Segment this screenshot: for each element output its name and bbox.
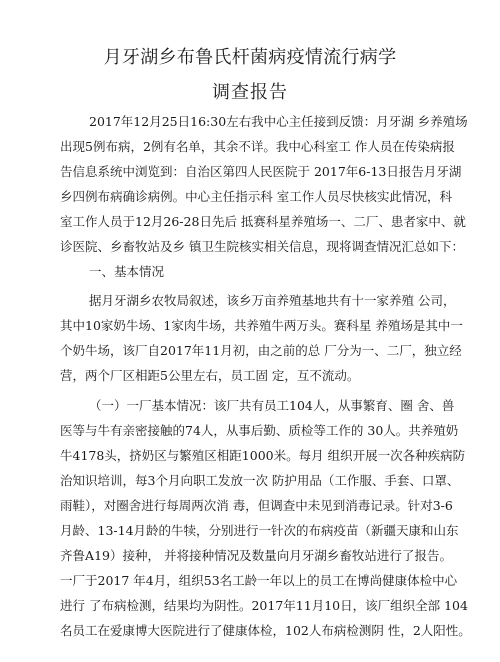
paragraph-line: 个奶牛场，该厂自2017年11月初，由之前的总 厂分为一、二厂，独立经 [60,343,462,358]
intro-paragraph [60,109,468,259]
basic-info-paragraph [60,288,463,388]
paragraph-line: 名员工在爱康博大医院进行了健康体检，102人布病检测阴 性，2人阳性。 [60,623,471,638]
paragraph-line: 医等与牛有亲密接触的74人，从事后勤、质检等工作的 30人。共养殖奶 [60,423,459,438]
document-body [60,109,471,643]
document-title: 月牙湖乡布鲁氏杆菌病疫情流行病学 [103,47,397,68]
paragraph-line: 月龄、13-14月龄的牛犊，分别进行一针次的布病疫苗（新疆天康和山东 [60,523,459,538]
paragraph-line: 其中10家奶牛场、1家肉牛场，共养殖牛两万头。赛科星 养殖场是其中一 [60,318,463,333]
paragraph-line: 室工作人员于12月26-28日先后 抵赛科星养殖场一、二厂、患者家中、就 [60,214,466,229]
paragraph-line: 进行 了布病检测，结果均为阴性。2017年11月10日，该厂组织全部 104 [60,598,468,613]
paragraph-line: （一）一厂基本情况：该厂共有员工104人，从事繁育、圈 舍、兽 [89,398,455,413]
plant-one-paragraph [60,393,471,643]
paragraph-line: 牛4178头，挤奶区与繁殖区相距1000米。每月 组织开展一次各种疾病防 [60,448,466,463]
paragraph-line: 雨鞋），对圈舍进行每周两次消 毒，但调查中未见到消毒记录。针对3-6 [60,498,453,513]
paragraph-line: 2017年12月25日16:30左右我中心主任接到反馈：月牙湖 乡养殖场 [89,114,468,129]
document-subtitle: 调查报告 [212,82,288,103]
paragraph-line: 出现5例布病，2例有名单，其余不详。我中心科室工 作人员在传染病报 [60,139,455,154]
paragraph-line: 据月牙湖乡农牧局叙述，该乡万亩养殖基地共有十一家养殖 公司， [89,293,456,308]
paragraph-line: 乡四例布病确诊病例。中心主任指示科 室工作人员尽快核实此情况，科 [60,189,452,204]
paragraph-line: 营，两个厂区相距5公里左右，员工固 定，互不流动。 [60,368,360,383]
paragraph-line: 一厂于2017 年4月，组织53名工龄一年以上的员工在博尚健康体检中心 [60,573,458,588]
paragraph-line: 治知识培训，每3个月向职工发放一次 防护用品（工作服、手套、口罩、 [60,473,460,488]
paragraph-line: 诊医院、乡畜牧站及乡 镇卫生院核实相关信息，现将调查情况汇总如下： [60,239,464,254]
section-heading: 一、基本情况 [89,264,165,279]
paragraph-line: 告信息系统中浏览到：自治区第四人民医院于 2017年6-13日报告月牙湖 [60,164,462,179]
paragraph-line: 齐鲁A19）接种， 并将接种情况及数量向月牙湖乡畜牧站进行了报告。 [60,548,452,563]
